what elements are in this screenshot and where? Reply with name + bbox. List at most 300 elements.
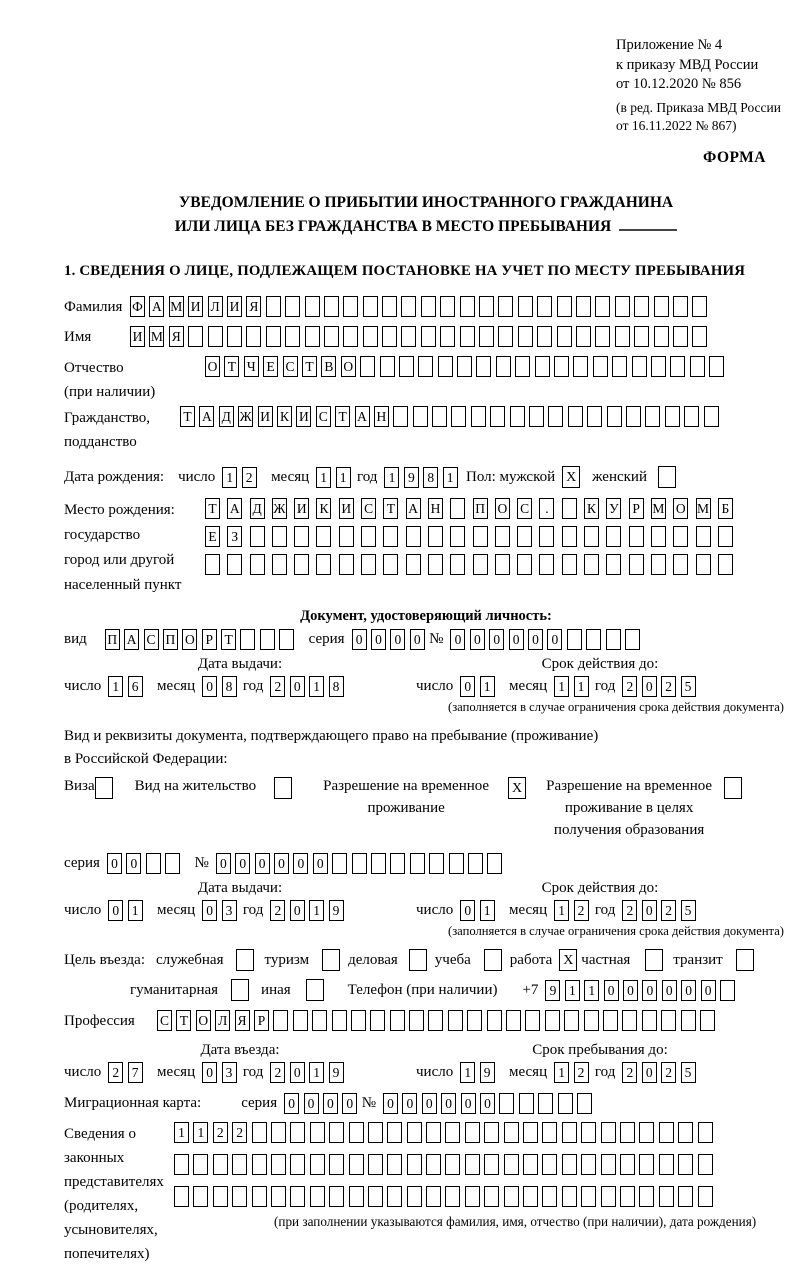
- char-cell[interactable]: А: [355, 406, 370, 427]
- char-cell[interactable]: [639, 1186, 654, 1207]
- char-cell[interactable]: [539, 554, 554, 575]
- char-cell[interactable]: 0: [352, 629, 367, 650]
- char-cell[interactable]: [670, 356, 685, 377]
- char-cell[interactable]: [266, 296, 281, 317]
- char-cell[interactable]: [449, 853, 464, 874]
- char-cell[interactable]: [271, 1186, 286, 1207]
- char-cell[interactable]: [634, 326, 649, 347]
- char-cell[interactable]: [562, 554, 577, 575]
- char-cell[interactable]: [696, 554, 711, 575]
- char-cell[interactable]: [438, 356, 453, 377]
- char-cell[interactable]: 0: [274, 853, 289, 874]
- char-cell[interactable]: Я: [235, 1010, 250, 1031]
- char-cell[interactable]: 0: [460, 676, 475, 697]
- char-cell[interactable]: [406, 526, 421, 547]
- char-cell[interactable]: [517, 526, 532, 547]
- sex-female-checkbox[interactable]: [658, 466, 676, 488]
- char-cell[interactable]: К: [316, 498, 331, 519]
- char-cell[interactable]: [406, 554, 421, 575]
- char-cell[interactable]: О: [495, 498, 510, 519]
- char-cell[interactable]: 0: [202, 900, 217, 921]
- char-cell[interactable]: [525, 1010, 540, 1031]
- char-cell[interactable]: [718, 526, 733, 547]
- char-cell[interactable]: П: [163, 629, 178, 650]
- char-cell[interactable]: 0: [623, 980, 638, 1001]
- char-cell[interactable]: [363, 326, 378, 347]
- char-cell[interactable]: 1: [574, 676, 589, 697]
- char-cell[interactable]: [584, 526, 599, 547]
- char-cell[interactable]: 2: [213, 1122, 228, 1143]
- char-cell[interactable]: 0: [313, 853, 328, 874]
- char-cell[interactable]: [564, 1010, 579, 1031]
- char-cell[interactable]: [310, 1154, 325, 1175]
- char-cell[interactable]: 0: [371, 629, 386, 650]
- char-cell[interactable]: [332, 853, 347, 874]
- char-cell[interactable]: 0: [422, 1093, 437, 1114]
- char-cell[interactable]: [213, 1154, 228, 1175]
- char-cell[interactable]: 2: [574, 900, 589, 921]
- char-cell[interactable]: [537, 296, 552, 317]
- char-cell[interactable]: [704, 406, 719, 427]
- char-cell[interactable]: [581, 1154, 596, 1175]
- char-cell[interactable]: А: [124, 629, 139, 650]
- char-cell[interactable]: [603, 1010, 618, 1031]
- char-cell[interactable]: [324, 296, 339, 317]
- char-cell[interactable]: [678, 1154, 693, 1175]
- char-cell[interactable]: [349, 1122, 364, 1143]
- char-cell[interactable]: [499, 1093, 514, 1114]
- char-cell[interactable]: 0: [202, 676, 217, 697]
- char-cell[interactable]: [383, 554, 398, 575]
- char-cell[interactable]: 0: [202, 1062, 217, 1083]
- char-cell[interactable]: [542, 1122, 557, 1143]
- char-cell[interactable]: М: [696, 498, 711, 519]
- char-cell[interactable]: [504, 1154, 519, 1175]
- char-cell[interactable]: [460, 296, 475, 317]
- char-cell[interactable]: Н: [374, 406, 389, 427]
- char-cell[interactable]: 0: [390, 629, 405, 650]
- char-cell[interactable]: 9: [404, 467, 419, 488]
- char-cell[interactable]: 1: [174, 1122, 189, 1143]
- char-cell[interactable]: [504, 1186, 519, 1207]
- char-cell[interactable]: 0: [441, 1093, 456, 1114]
- char-cell[interactable]: [271, 1154, 286, 1175]
- char-cell[interactable]: Е: [263, 356, 278, 377]
- char-cell[interactable]: У: [606, 498, 621, 519]
- char-cell[interactable]: 8: [423, 467, 438, 488]
- char-cell[interactable]: И: [188, 296, 203, 317]
- char-cell[interactable]: [390, 853, 405, 874]
- purpose-tourism-checkbox[interactable]: [322, 949, 340, 971]
- visa-checkbox[interactable]: [95, 777, 113, 799]
- char-cell[interactable]: С: [316, 406, 331, 427]
- char-cell[interactable]: [626, 406, 641, 427]
- char-cell[interactable]: П: [473, 498, 488, 519]
- char-cell[interactable]: 5: [681, 1062, 696, 1083]
- char-cell[interactable]: [460, 326, 475, 347]
- char-cell[interactable]: [523, 1186, 538, 1207]
- char-cell[interactable]: 0: [642, 1062, 657, 1083]
- char-cell[interactable]: 0: [450, 629, 465, 650]
- char-cell[interactable]: [473, 526, 488, 547]
- char-cell[interactable]: [380, 356, 395, 377]
- char-cell[interactable]: [467, 1010, 482, 1031]
- char-cell[interactable]: А: [149, 296, 164, 317]
- char-cell[interactable]: [457, 356, 472, 377]
- char-cell[interactable]: А: [406, 498, 421, 519]
- char-cell[interactable]: [629, 554, 644, 575]
- char-cell[interactable]: [310, 1122, 325, 1143]
- char-cell[interactable]: 1: [336, 467, 351, 488]
- char-cell[interactable]: [495, 526, 510, 547]
- char-cell[interactable]: 9: [329, 1062, 344, 1083]
- char-cell[interactable]: [227, 326, 242, 347]
- char-cell[interactable]: [595, 326, 610, 347]
- char-cell[interactable]: [612, 356, 627, 377]
- char-cell[interactable]: [146, 853, 161, 874]
- char-cell[interactable]: 2: [270, 676, 285, 697]
- char-cell[interactable]: Д: [250, 498, 265, 519]
- char-cell[interactable]: 0: [480, 1093, 495, 1114]
- char-cell[interactable]: [576, 296, 591, 317]
- char-cell[interactable]: [426, 1122, 441, 1143]
- char-cell[interactable]: 9: [329, 900, 344, 921]
- char-cell[interactable]: 0: [642, 980, 657, 1001]
- char-cell[interactable]: [343, 296, 358, 317]
- char-cell[interactable]: 0: [290, 900, 305, 921]
- char-cell[interactable]: [496, 356, 511, 377]
- char-cell[interactable]: И: [227, 296, 242, 317]
- char-cell[interactable]: М: [149, 326, 164, 347]
- char-cell[interactable]: А: [199, 406, 214, 427]
- char-cell[interactable]: [368, 1186, 383, 1207]
- char-cell[interactable]: [401, 326, 416, 347]
- purpose-official-checkbox[interactable]: [236, 949, 254, 971]
- char-cell[interactable]: 1: [309, 676, 324, 697]
- char-cell[interactable]: С: [283, 356, 298, 377]
- char-cell[interactable]: [661, 1010, 676, 1031]
- char-cell[interactable]: 5: [681, 676, 696, 697]
- char-cell[interactable]: [651, 526, 666, 547]
- char-cell[interactable]: [523, 1122, 538, 1143]
- char-cell[interactable]: Ч: [244, 356, 259, 377]
- char-cell[interactable]: [448, 1010, 463, 1031]
- char-cell[interactable]: Я: [246, 296, 261, 317]
- char-cell[interactable]: [573, 356, 588, 377]
- char-cell[interactable]: К: [277, 406, 292, 427]
- purpose-study-checkbox[interactable]: [484, 949, 502, 971]
- char-cell[interactable]: [407, 1154, 422, 1175]
- char-cell[interactable]: [673, 526, 688, 547]
- char-cell[interactable]: [487, 853, 502, 874]
- char-cell[interactable]: Т: [221, 629, 236, 650]
- char-cell[interactable]: [576, 326, 591, 347]
- char-cell[interactable]: 2: [622, 676, 637, 697]
- char-cell[interactable]: И: [294, 498, 309, 519]
- char-cell[interactable]: [409, 1010, 424, 1031]
- char-cell[interactable]: [188, 326, 203, 347]
- char-cell[interactable]: 0: [290, 676, 305, 697]
- char-cell[interactable]: [252, 1186, 267, 1207]
- char-cell[interactable]: 2: [270, 1062, 285, 1083]
- char-cell[interactable]: [498, 326, 513, 347]
- char-cell[interactable]: [410, 853, 425, 874]
- char-cell[interactable]: [490, 406, 505, 427]
- char-cell[interactable]: [387, 1154, 402, 1175]
- char-cell[interactable]: [681, 1010, 696, 1031]
- char-cell[interactable]: [250, 526, 265, 547]
- char-cell[interactable]: [294, 554, 309, 575]
- char-cell[interactable]: 5: [681, 900, 696, 921]
- char-cell[interactable]: [370, 1010, 385, 1031]
- char-cell[interactable]: 0: [461, 1093, 476, 1114]
- char-cell[interactable]: 0: [383, 1093, 398, 1114]
- char-cell[interactable]: 0: [642, 676, 657, 697]
- char-cell[interactable]: 0: [255, 853, 270, 874]
- char-cell[interactable]: [371, 853, 386, 874]
- char-cell[interactable]: [227, 554, 242, 575]
- char-cell[interactable]: [718, 554, 733, 575]
- char-cell[interactable]: [642, 1010, 657, 1031]
- char-cell[interactable]: Л: [208, 296, 223, 317]
- char-cell[interactable]: [484, 1154, 499, 1175]
- char-cell[interactable]: [174, 1186, 189, 1207]
- char-cell[interactable]: 0: [342, 1093, 357, 1114]
- char-cell[interactable]: [382, 326, 397, 347]
- char-cell[interactable]: [450, 554, 465, 575]
- char-cell[interactable]: Т: [205, 498, 220, 519]
- char-cell[interactable]: [465, 1122, 480, 1143]
- char-cell[interactable]: [523, 1154, 538, 1175]
- char-cell[interactable]: [584, 1010, 599, 1031]
- char-cell[interactable]: О: [196, 1010, 211, 1031]
- char-cell[interactable]: [349, 1186, 364, 1207]
- char-cell[interactable]: [673, 326, 688, 347]
- char-cell[interactable]: 2: [108, 1062, 123, 1083]
- char-cell[interactable]: [479, 296, 494, 317]
- char-cell[interactable]: [401, 296, 416, 317]
- char-cell[interactable]: [529, 406, 544, 427]
- char-cell[interactable]: [465, 1186, 480, 1207]
- char-cell[interactable]: 8: [222, 676, 237, 697]
- char-cell[interactable]: [285, 326, 300, 347]
- char-cell[interactable]: 0: [681, 980, 696, 1001]
- char-cell[interactable]: [625, 629, 640, 650]
- char-cell[interactable]: [240, 629, 255, 650]
- char-cell[interactable]: [473, 554, 488, 575]
- char-cell[interactable]: 1: [193, 1122, 208, 1143]
- char-cell[interactable]: [329, 1186, 344, 1207]
- char-cell[interactable]: [465, 1154, 480, 1175]
- char-cell[interactable]: 1: [309, 1062, 324, 1083]
- char-cell[interactable]: [232, 1154, 247, 1175]
- char-cell[interactable]: [445, 1154, 460, 1175]
- char-cell[interactable]: [584, 554, 599, 575]
- char-cell[interactable]: [698, 1186, 713, 1207]
- char-cell[interactable]: [332, 1010, 347, 1031]
- char-cell[interactable]: [413, 406, 428, 427]
- char-cell[interactable]: [484, 1122, 499, 1143]
- char-cell[interactable]: [440, 326, 455, 347]
- char-cell[interactable]: 0: [509, 629, 524, 650]
- char-cell[interactable]: [562, 1122, 577, 1143]
- char-cell[interactable]: С: [144, 629, 159, 650]
- char-cell[interactable]: [632, 356, 647, 377]
- char-cell[interactable]: 0: [547, 629, 562, 650]
- char-cell[interactable]: [266, 326, 281, 347]
- char-cell[interactable]: [428, 554, 443, 575]
- char-cell[interactable]: [510, 406, 525, 427]
- char-cell[interactable]: [601, 1186, 616, 1207]
- char-cell[interactable]: [692, 326, 707, 347]
- char-cell[interactable]: 0: [216, 853, 231, 874]
- char-cell[interactable]: [290, 1186, 305, 1207]
- char-cell[interactable]: [629, 526, 644, 547]
- char-cell[interactable]: [361, 526, 376, 547]
- char-cell[interactable]: [273, 1010, 288, 1031]
- char-cell[interactable]: [698, 1154, 713, 1175]
- char-cell[interactable]: [484, 1186, 499, 1207]
- char-cell[interactable]: [581, 1186, 596, 1207]
- char-cell[interactable]: [545, 1010, 560, 1031]
- char-cell[interactable]: [645, 406, 660, 427]
- char-cell[interactable]: 1: [480, 900, 495, 921]
- char-cell[interactable]: О: [205, 356, 220, 377]
- char-cell[interactable]: [165, 853, 180, 874]
- char-cell[interactable]: [349, 1154, 364, 1175]
- char-cell[interactable]: [639, 1122, 654, 1143]
- char-cell[interactable]: [519, 1093, 534, 1114]
- purpose-business-checkbox[interactable]: [409, 949, 427, 971]
- char-cell[interactable]: 1: [480, 676, 495, 697]
- char-cell[interactable]: 0: [293, 853, 308, 874]
- char-cell[interactable]: Е: [205, 526, 220, 547]
- char-cell[interactable]: [558, 1093, 573, 1114]
- char-cell[interactable]: [426, 1154, 441, 1175]
- char-cell[interactable]: [250, 554, 265, 575]
- char-cell[interactable]: 1: [584, 980, 599, 1001]
- char-cell[interactable]: [620, 1186, 635, 1207]
- char-cell[interactable]: 1: [309, 900, 324, 921]
- char-cell[interactable]: [421, 296, 436, 317]
- char-cell[interactable]: [252, 1122, 267, 1143]
- char-cell[interactable]: [450, 526, 465, 547]
- char-cell[interactable]: О: [182, 629, 197, 650]
- char-cell[interactable]: С: [361, 498, 376, 519]
- char-cell[interactable]: [440, 296, 455, 317]
- char-cell[interactable]: [606, 554, 621, 575]
- char-cell[interactable]: 9: [545, 980, 560, 1001]
- char-cell[interactable]: 1: [108, 676, 123, 697]
- char-cell[interactable]: 0: [107, 853, 122, 874]
- char-cell[interactable]: 3: [222, 900, 237, 921]
- char-cell[interactable]: Т: [224, 356, 239, 377]
- char-cell[interactable]: [542, 1154, 557, 1175]
- char-cell[interactable]: [479, 326, 494, 347]
- char-cell[interactable]: [316, 526, 331, 547]
- char-cell[interactable]: Р: [202, 629, 217, 650]
- char-cell[interactable]: [383, 526, 398, 547]
- char-cell[interactable]: [451, 406, 466, 427]
- char-cell[interactable]: 0: [402, 1093, 417, 1114]
- char-cell[interactable]: [562, 1186, 577, 1207]
- char-cell[interactable]: [407, 1122, 422, 1143]
- char-cell[interactable]: [476, 356, 491, 377]
- char-cell[interactable]: 0: [470, 629, 485, 650]
- char-cell[interactable]: 0: [701, 980, 716, 1001]
- char-cell[interactable]: [518, 326, 533, 347]
- char-cell[interactable]: 0: [304, 1093, 319, 1114]
- char-cell[interactable]: [368, 1122, 383, 1143]
- char-cell[interactable]: 0: [642, 900, 657, 921]
- char-cell[interactable]: [651, 554, 666, 575]
- char-cell[interactable]: [639, 1154, 654, 1175]
- char-cell[interactable]: 0: [108, 900, 123, 921]
- char-cell[interactable]: [361, 554, 376, 575]
- char-cell[interactable]: И: [339, 498, 354, 519]
- char-cell[interactable]: [387, 1122, 402, 1143]
- char-cell[interactable]: [290, 1122, 305, 1143]
- char-cell[interactable]: [568, 406, 583, 427]
- char-cell[interactable]: М: [169, 296, 184, 317]
- char-cell[interactable]: [272, 526, 287, 547]
- char-cell[interactable]: 0: [528, 629, 543, 650]
- char-cell[interactable]: 0: [126, 853, 141, 874]
- char-cell[interactable]: [252, 1154, 267, 1175]
- char-cell[interactable]: [634, 296, 649, 317]
- char-cell[interactable]: [673, 296, 688, 317]
- char-cell[interactable]: А: [227, 498, 242, 519]
- char-cell[interactable]: 1: [316, 467, 331, 488]
- char-cell[interactable]: 1: [128, 900, 143, 921]
- char-cell[interactable]: [305, 296, 320, 317]
- char-cell[interactable]: [504, 1122, 519, 1143]
- char-cell[interactable]: [548, 406, 563, 427]
- char-cell[interactable]: [205, 554, 220, 575]
- char-cell[interactable]: Д: [219, 406, 234, 427]
- char-cell[interactable]: [305, 326, 320, 347]
- char-cell[interactable]: 0: [410, 629, 425, 650]
- char-cell[interactable]: [329, 1122, 344, 1143]
- char-cell[interactable]: [426, 1186, 441, 1207]
- char-cell[interactable]: 2: [574, 1062, 589, 1083]
- char-cell[interactable]: [678, 1186, 693, 1207]
- char-cell[interactable]: К: [584, 498, 599, 519]
- char-cell[interactable]: [428, 1010, 443, 1031]
- char-cell[interactable]: 1: [554, 900, 569, 921]
- char-cell[interactable]: [517, 554, 532, 575]
- char-cell[interactable]: [586, 629, 601, 650]
- char-cell[interactable]: [692, 296, 707, 317]
- char-cell[interactable]: [535, 356, 550, 377]
- sex-male-checkbox[interactable]: X: [562, 466, 580, 488]
- char-cell[interactable]: [339, 554, 354, 575]
- char-cell[interactable]: 2: [661, 900, 676, 921]
- char-cell[interactable]: [316, 554, 331, 575]
- char-cell[interactable]: [696, 526, 711, 547]
- char-cell[interactable]: [382, 296, 397, 317]
- char-cell[interactable]: [542, 1186, 557, 1207]
- char-cell[interactable]: [537, 326, 552, 347]
- char-cell[interactable]: Т: [302, 356, 317, 377]
- char-cell[interactable]: 0: [290, 1062, 305, 1083]
- char-cell[interactable]: [271, 1122, 286, 1143]
- char-cell[interactable]: [213, 1186, 228, 1207]
- char-cell[interactable]: [554, 356, 569, 377]
- char-cell[interactable]: [279, 629, 294, 650]
- char-cell[interactable]: [659, 1186, 674, 1207]
- char-cell[interactable]: И: [258, 406, 273, 427]
